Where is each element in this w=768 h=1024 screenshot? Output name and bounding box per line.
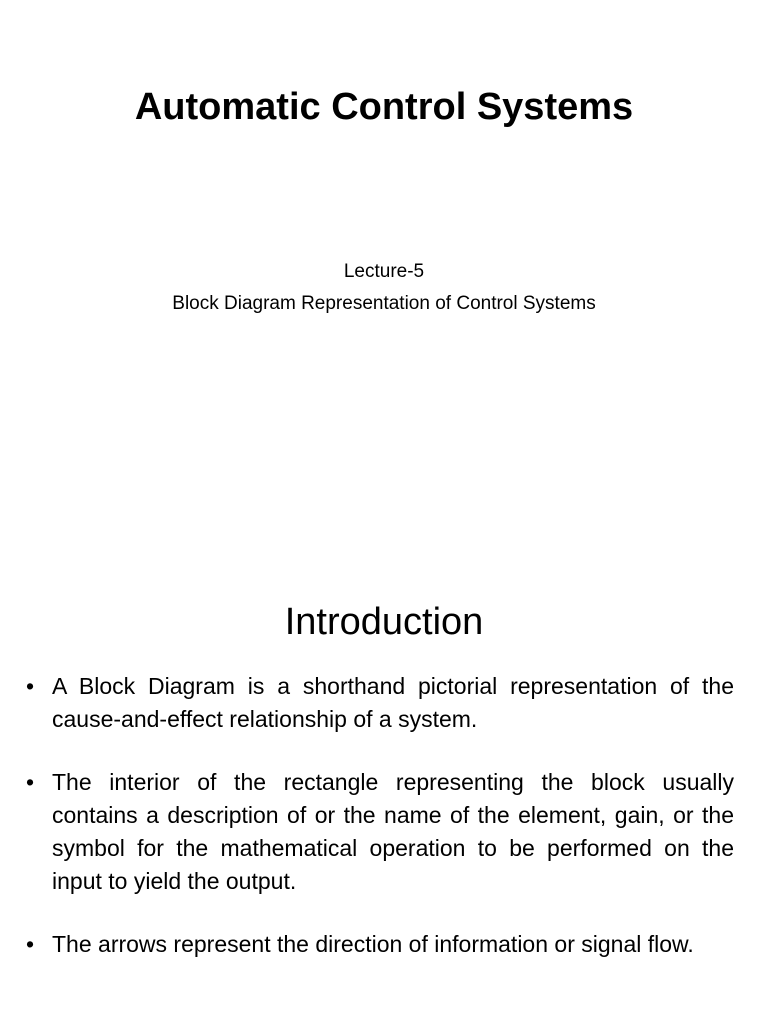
list-item bbox=[26, 670, 734, 736]
lecture-number: Lecture-5 bbox=[343, 261, 425, 282]
introduction-slide bbox=[0, 576, 768, 1024]
bullet-text: The interior of the rectangle representing the block usually contains a description of or the name of the element, gain, or the symbol for the mathematical operation to be performed on the input to yield the output. bbox=[52, 769, 734, 894]
course-title: Automatic Control Systems bbox=[134, 86, 634, 128]
bullet-icon: • bbox=[26, 769, 35, 795]
lecture-topic: Block Diagram Representation of Control Systems bbox=[172, 293, 596, 314]
bullet-list bbox=[26, 670, 734, 991]
bullet-text: A Block Diagram is a shorthand pictorial representation of the cause-and-effect relationship of a system. bbox=[52, 673, 734, 732]
list-item bbox=[26, 766, 734, 898]
list-item bbox=[26, 928, 734, 961]
bullet-icon: • bbox=[26, 673, 35, 699]
bullet-icon: • bbox=[26, 931, 35, 957]
section-heading: Introduction bbox=[284, 601, 484, 643]
lecture-subtitle bbox=[0, 256, 768, 320]
bullet-text: The arrows represent the direction of information or signal flow. bbox=[52, 931, 694, 957]
